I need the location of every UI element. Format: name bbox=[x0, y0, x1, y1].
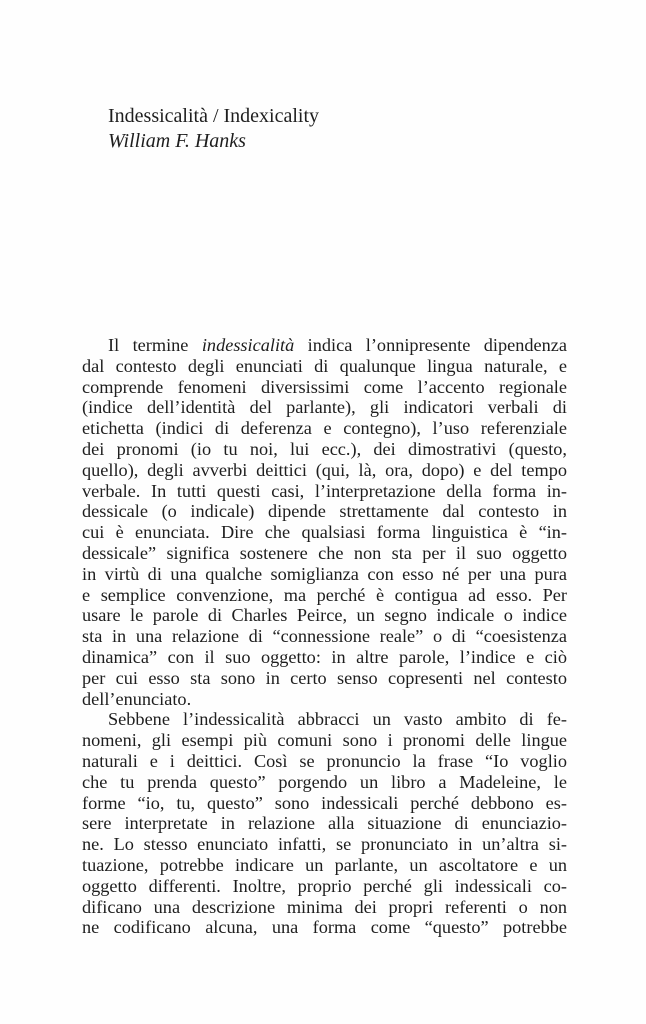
text-segment: forme “io, tu, questo” sono indessicali perché debbono es- bbox=[82, 792, 567, 813]
text-line bbox=[82, 481, 567, 502]
text-line bbox=[82, 897, 567, 918]
text-segment: naturali e i deittici. Così se pronuncio la frase “Io voglio bbox=[82, 750, 567, 771]
text-segment: dell’enunciato. bbox=[82, 688, 192, 709]
text-line bbox=[82, 917, 567, 938]
text-line bbox=[82, 813, 567, 834]
text-segment: Sebbene l’indessicalità abbracci un vasto ambito di fe- bbox=[108, 709, 567, 730]
text-segment: nomeni, gli esempi più comuni sono i pronomi delle lingue bbox=[82, 730, 567, 751]
text-segment: dessicale (o indicale) dipende strettamente dal contesto in bbox=[82, 501, 567, 522]
text-segment: che tu prenda questo” porgendo un libro a Madeleine, le bbox=[82, 771, 567, 792]
text-line bbox=[82, 543, 567, 564]
text-line bbox=[82, 439, 567, 460]
chapter-heading bbox=[108, 104, 588, 154]
text-segment: comprende fenomeni diversissimi come l’accento regionale bbox=[82, 376, 567, 397]
text-line bbox=[82, 377, 567, 398]
chapter-author: William F. Hanks bbox=[108, 130, 246, 152]
text-segment: tuazione, potrebbe indicare un parlante, un ascoltatore e un bbox=[82, 854, 567, 875]
text-line bbox=[82, 834, 567, 855]
text-line bbox=[82, 793, 567, 814]
text-segment: dinamica” con il suo oggetto: in altre parole, l’indice e ciò bbox=[82, 646, 567, 667]
text-segment: in virtù di una qualche somiglianza con esso né per una pura bbox=[82, 563, 567, 584]
text-line bbox=[82, 501, 567, 522]
text-segment: (indice dell’identità del parlante), gli indicatori verbali di bbox=[82, 397, 567, 418]
text-segment: dificano una descrizione minima dei propri referenti o non bbox=[82, 896, 567, 917]
text-line bbox=[82, 564, 567, 585]
text-segment: usare le parole di Charles Peirce, un segno indicale o indice bbox=[82, 605, 567, 626]
chapter-title: Indessicalità / Indexicality bbox=[108, 105, 320, 127]
text-segment: e semplice convenzione, ma perché è contigua ad esso. Per bbox=[82, 584, 567, 605]
text-segment: verbale. In tutti questi casi, l’interpretazione della forma in- bbox=[82, 480, 567, 501]
text-line bbox=[82, 605, 567, 626]
text-line bbox=[82, 647, 567, 668]
text-segment: quello), degli avverbi deittici (qui, là, ora, dopo) e del tempo bbox=[82, 459, 567, 480]
text-line bbox=[82, 418, 567, 439]
text-segment: Il termine bbox=[108, 335, 202, 355]
text-segment: ne. Lo stesso enunciato infatti, se pronunciato in un’altra si- bbox=[82, 834, 567, 855]
text-line bbox=[82, 522, 567, 543]
text-line bbox=[82, 626, 567, 647]
text-line bbox=[82, 397, 567, 418]
text-segment: per cui esso sta sono in certo senso copresenti nel contesto bbox=[82, 667, 567, 688]
text-segment: etichetta (indici di deferenza e contegno), l’uso referenziale bbox=[82, 418, 567, 439]
text-segment: sere interpretate in relazione alla situazione di enunciazio- bbox=[82, 813, 567, 834]
text-segment: oggetto differenti. Inoltre, proprio perché gli indessicali co- bbox=[82, 875, 567, 896]
text-line bbox=[82, 709, 567, 730]
text-segment: dessicale” significa sostenere che non sta per il suo oggetto bbox=[82, 542, 567, 563]
text-segment: cui è enunciata. Dire che qualsiasi forma linguistica è “in- bbox=[82, 522, 567, 543]
text-segment: dei pronomi (io tu noi, lui ecc.), dei dimostrativi (questo, bbox=[82, 438, 567, 459]
text-segment: sta in una relazione di “connessione reale” o di “coesistenza bbox=[82, 626, 567, 647]
text-line bbox=[82, 689, 567, 710]
emphasized-term: indessicalità bbox=[201, 335, 295, 355]
body-text bbox=[82, 335, 567, 938]
text-line bbox=[82, 772, 567, 793]
text-segment: dal contesto degli enunciati di qualunque lingua naturale, e bbox=[82, 355, 567, 376]
text-line bbox=[82, 730, 567, 751]
text-line bbox=[82, 876, 567, 897]
text-line bbox=[82, 585, 567, 606]
text-line bbox=[82, 335, 567, 356]
text-line bbox=[82, 460, 567, 481]
text-line bbox=[82, 668, 567, 689]
text-segment: ne codificano alcuna, una forma come “questo” potrebbe bbox=[82, 917, 567, 938]
text-line bbox=[82, 356, 567, 377]
text-line bbox=[82, 855, 567, 876]
text-segment: indica l’onnipresente dipendenza bbox=[294, 335, 567, 355]
text-line bbox=[82, 751, 567, 772]
